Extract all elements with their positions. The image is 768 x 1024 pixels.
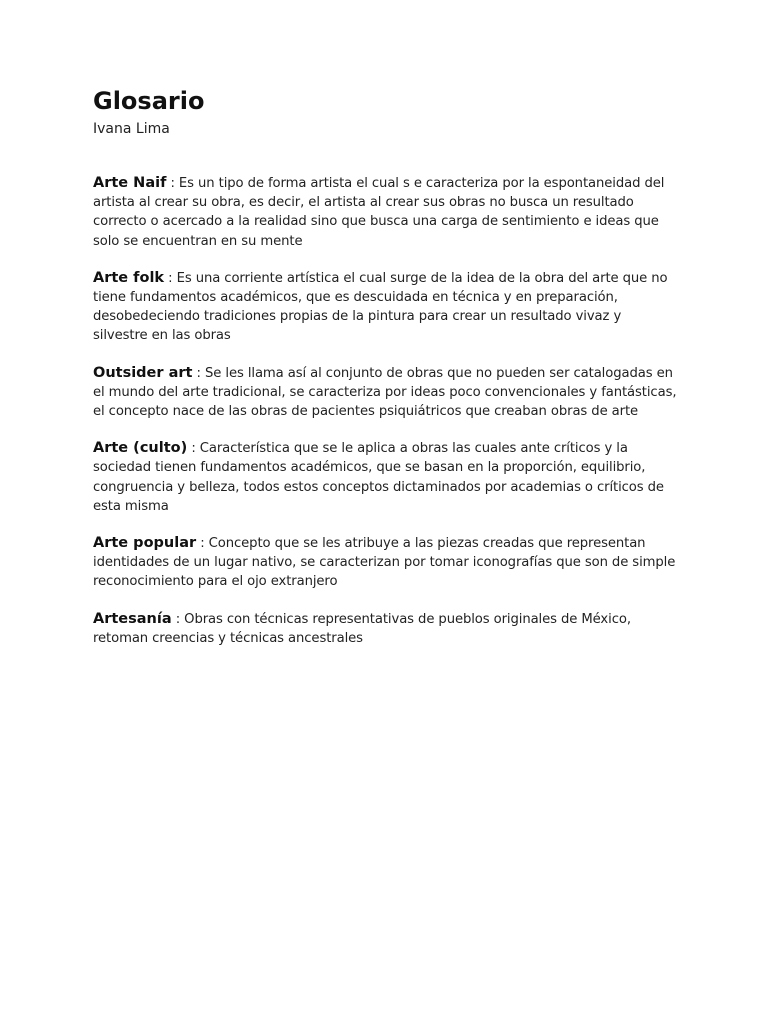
glossary-term: Artesanía [93, 610, 172, 627]
glossary-term: Arte folk [93, 269, 165, 286]
term-separator: : [164, 270, 177, 286]
glossary-definition: Es una corriente artística el cual surge de la idea de la obra del arte que no tiene fundamentos académicos, que es descuidada en técnica y en preparación, desobedeciendo tradiciones propias de la pintura para crear un resultado vivaz y silvestre en las obras [93, 270, 668, 344]
glossary-definition: Se les llama así al conjunto de obras que no pueden ser catalogadas en el mundo del arte tradicional, se caracteriza por ideas poco convencionales y fantásticas, el concepto nace de las obras de pacientes psiquiátricos que creaban obras de arte [93, 365, 677, 420]
glossary-term: Arte Naif [93, 175, 167, 191]
term-separator: : [187, 441, 200, 457]
term-separator: : [192, 365, 205, 381]
document-author: Ivana Lima [93, 121, 170, 137]
glossary-definition: Obras con técnicas representativas de pueblos originales de México, retoman creencias y técnicas ancestrales [93, 611, 631, 646]
glossary-definition: Es un tipo de forma artista el cual s e caracteriza por la espontaneidad del artista al crear su obra, es decir, el artista al crear sus obras no busca un resultado correcto o acercado a la realidad sino que busca una carga de sentimiento e ideas que solo se encuentran en su mente [93, 176, 665, 249]
term-separator: : [166, 176, 179, 191]
document-title: Glosario [93, 87, 205, 115]
glossary-entry-arte-folk [93, 269, 678, 346]
glossary-term: Outsider art [93, 364, 193, 381]
glossary-list [93, 174, 678, 648]
glossary-entry-arte-naif [93, 174, 678, 251]
term-separator: : [196, 536, 209, 552]
glossary-definition: Concepto que se les atribuye a las piezas creadas que representan identidades de un lugar nativo, se caracterizan por tomar iconografías que son de simple reconocimiento para el ojo extranjero [93, 536, 676, 590]
glossary-entry-artesania [93, 610, 678, 648]
glossary-term: Arte (culto) [93, 440, 188, 457]
term-separator: : [171, 611, 185, 627]
document-page [93, 84, 678, 666]
glossary-term: Arte popular [93, 535, 197, 552]
glossary-entry-outsider-art [93, 364, 678, 422]
glossary-definition: Característica que se le aplica a obras las cuales ante críticos y la sociedad tienen fundamentos académicos, que se basan en la proporción, equilibrio, congruencia y belleza, todos estos conceptos dictaminados por academias o críticos de esta misma [93, 441, 664, 514]
glossary-entry-arte-culto [93, 439, 678, 516]
glossary-entry-arte-popular [93, 534, 678, 592]
